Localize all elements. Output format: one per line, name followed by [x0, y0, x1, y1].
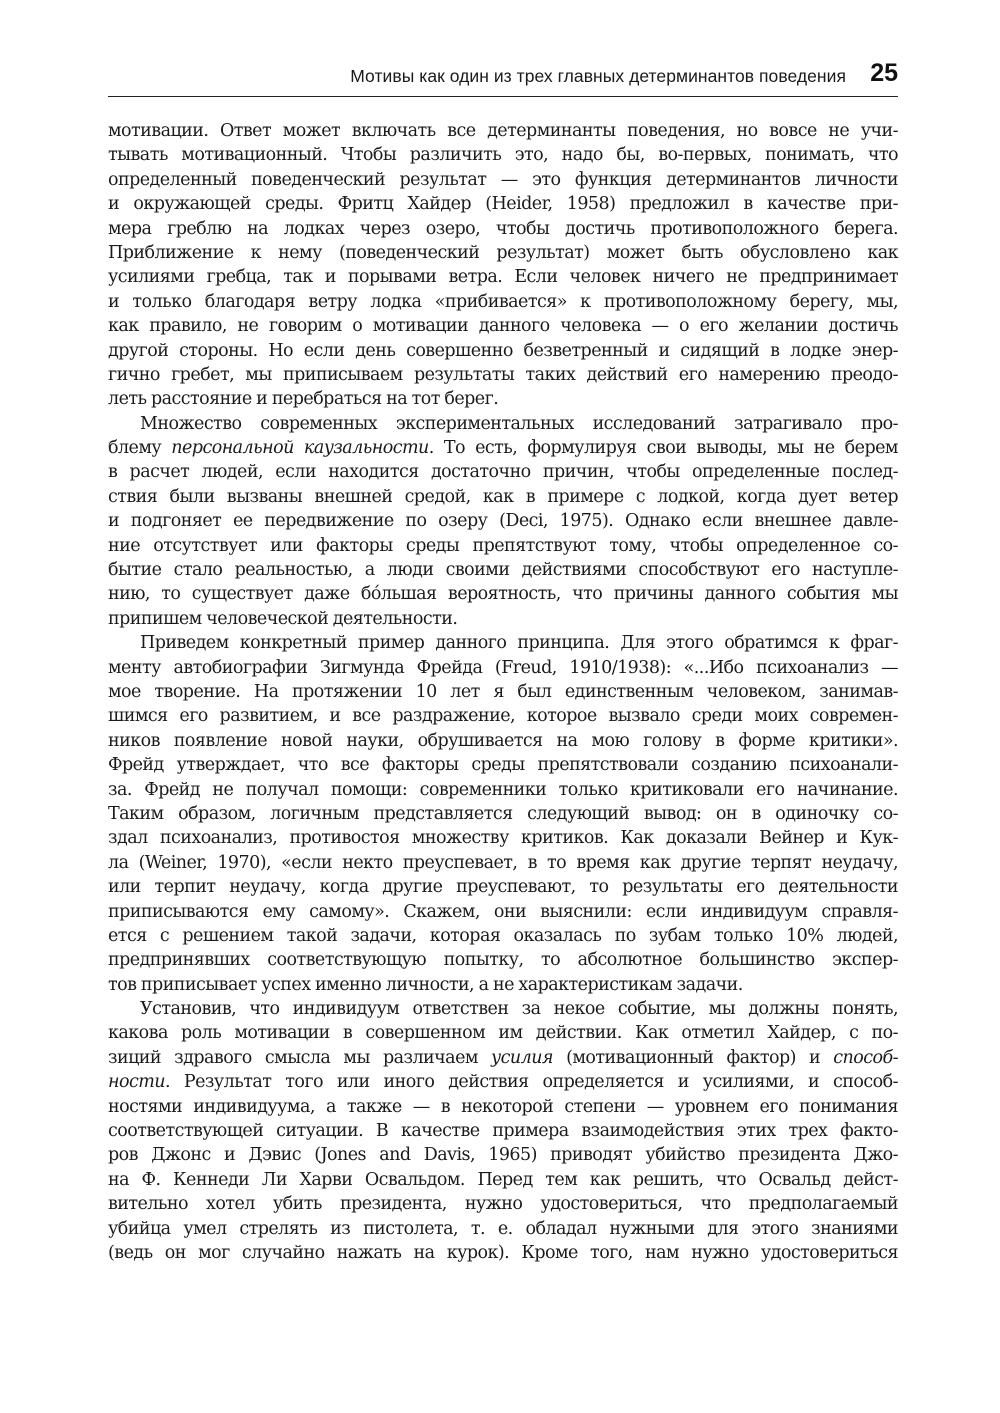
- text-line: предпринявших соответствующую попытку, то абсолютное большинство экспер-: [108, 950, 898, 971]
- text-line: определенный поведенческий результат — это функция детерминантов личности: [108, 169, 898, 190]
- text-line: ется с решением такой задачи, которая оказалась по зубам только 10% людей,: [108, 925, 898, 946]
- text-line: усилиями гребца, так и порывами ветра. Если человек ничего не предпринимает: [108, 267, 898, 288]
- text-line: тывать мотивационный. Чтобы различить это, надо бы, во-первых, понимать, что: [108, 145, 898, 166]
- text-line: как правило, не говорим о мотивации данного человека — о его желании достичь: [108, 316, 898, 337]
- text-run: зиций здравого смысла мы различаем: [108, 1047, 492, 1068]
- italic-term: ности: [108, 1072, 165, 1093]
- text-line: бытие стало реальностью, а люди своими действиями способствуют его наступле-: [108, 560, 898, 581]
- text-line: ние отсутствует или факторы среды препятствуют тому, чтобы определенное со-: [108, 535, 898, 556]
- text-line: (ведь он мог случайно нажать на курок). Кроме того, нам нужно удостовериться: [108, 1242, 898, 1263]
- text-line: за. Фрейд не получал помощи: современники только критиковали его начинание.: [108, 779, 898, 800]
- text-line: тов приписывает успех именно личности, а не характеристикам задачи.: [108, 974, 743, 995]
- text-line: и подгоняет ее передвижение по озеру (Deci, 1975). Однако если внешнее давле-: [108, 511, 898, 532]
- running-head-title: Мотивы как один из трех главных детерминантов поведения: [350, 66, 846, 86]
- text-line: [108, 1070, 898, 1094]
- text-line: припишем человеческой деятельности.: [108, 608, 458, 629]
- text-line: в расчет людей, если находится достаточно причин, чтобы определенные послед-: [108, 462, 898, 483]
- text-line: ствия были вызваны внешней средой, как в примере с лодкой, когда дует ветер: [108, 486, 898, 507]
- page-number: 25: [870, 59, 898, 87]
- text-line: какова роль мотивации в совершенном им действии. Как отметил Хайдер, с по-: [108, 1023, 898, 1044]
- text-line: вительно хотел убить президента, нужно удостовериться, что предполагаемый: [108, 1194, 898, 1215]
- text-line: ла (Weiner, 1970), «если некто преуспевает, в то время как другие терпят неудачу,: [108, 852, 898, 873]
- text-line: ностями индивидуума, а также — в некоторой степени — уровнем его понимания: [108, 1096, 898, 1117]
- body-text: [108, 119, 898, 1265]
- text-run: . То есть, формулируя свои выводы, мы не берем: [428, 438, 898, 459]
- text-line: Приведем конкретный пример данного принципа. Для этого обратимся к фраг-: [140, 633, 898, 654]
- text-line: леть расстояние и перебраться на тот берег.: [108, 389, 499, 410]
- text-line: мотивации. Ответ может включать все детерминанты поведения, но вовсе не учи-: [108, 121, 898, 141]
- text-line: ров Джонс и Дэвис (Jones and Davis, 1965) приводят убийство президента Джо-: [108, 1145, 898, 1166]
- text-line: мое творение. На протяжении 10 лет я был единственным человеком, занимав-: [108, 681, 898, 702]
- text-run: (мотивационный фактор) и: [552, 1047, 834, 1068]
- paragraph-2: [108, 412, 898, 632]
- text-line: гично гребет, мы приписываем результаты таких действий его намерению преодо-: [108, 364, 898, 385]
- paragraph-1: [108, 119, 898, 412]
- text-line: здал психоанализ, противостоя множеству критиков. Как доказали Вейнер и Кук-: [108, 828, 898, 849]
- text-line: Фрейд утверждает, что все факторы среды препятствовали созданию психоанали-: [108, 755, 898, 776]
- italic-term: персональной каузальности: [171, 438, 429, 459]
- running-header: [108, 58, 898, 97]
- text-line: [108, 1046, 898, 1070]
- text-run: блему: [108, 438, 172, 459]
- text-line: Установив, что индивидуум ответствен за некое событие, мы должны понять,: [140, 999, 898, 1020]
- text-line: другой стороны. Но если день совершенно безветренный и сидящий в лодке энер-: [108, 340, 898, 361]
- text-line: соответствующей ситуации. В качестве примера взаимодействия этих трех факто-: [108, 1121, 898, 1142]
- text-line: ников появление новой науки, обрушивается на мою голову в форме критики».: [108, 730, 898, 751]
- paragraph-3: [108, 631, 898, 997]
- text-line: Приближение к нему (поведенческий результат) может быть обусловлено как: [108, 242, 898, 263]
- text-line: Таким образом, логичным представляется следующий вывод: он в одиночку со-: [108, 803, 898, 824]
- paragraph-4: [108, 997, 898, 1265]
- text-line: Множество современных экспериментальных исследований затрагивало про-: [140, 413, 898, 434]
- text-line: менту автобиографии Зигмунда Фрейда (Freud, 1910/1938): «...Ибо психоанализ —: [108, 657, 898, 678]
- text-line: убийца умел стрелять из пистолета, т. е. обладал нужными для этого знаниями: [108, 1218, 898, 1239]
- text-line: шимся его развитием, и все раздражение, которое вызвало среди моих современ-: [108, 706, 898, 727]
- text-run: . Результат того или иного действия определяется и усилиями, и способ-: [164, 1072, 898, 1093]
- text-line: нию, то существует даже бóльшая вероятность, что причины данного события мы: [108, 584, 898, 605]
- text-line: приписываются ему самому». Скажем, они выяснили: если индивидуум справля-: [108, 901, 898, 922]
- italic-term: способ-: [833, 1047, 898, 1068]
- italic-term: усилия: [491, 1047, 553, 1068]
- text-line: или терпит неудачу, когда другие преуспевают, то результаты его деятельности: [108, 877, 898, 898]
- text-line: [108, 436, 898, 460]
- text-line: на Ф. Кеннеди Ли Харви Освальдом. Перед тем как решить, что Освальд дейст-: [108, 1169, 898, 1190]
- text-line: и только благодаря ветру лодка «прибивается» к противоположному берегу, мы,: [108, 291, 898, 312]
- text-line: мера греблю на лодках через озеро, чтобы достичь противоположного берега.: [108, 218, 898, 239]
- text-line: и окружающей среды. Фритц Хайдер (Heider, 1958) предложил в качестве при-: [108, 194, 898, 215]
